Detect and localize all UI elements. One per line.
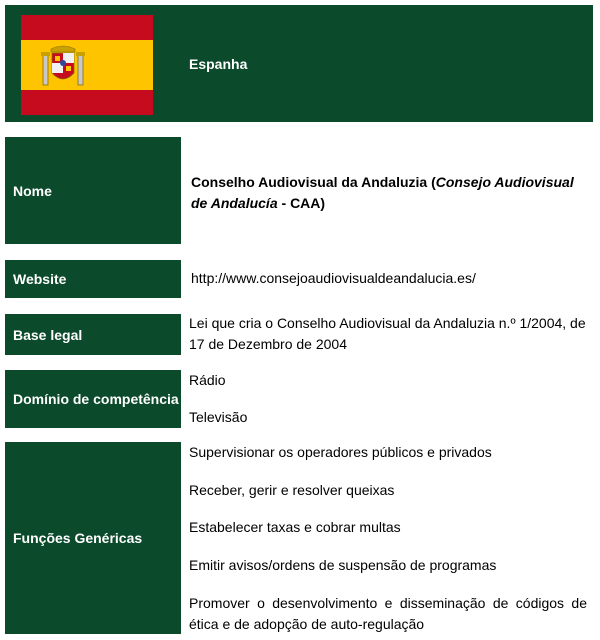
label-dominio-text: Domínio de competência [13, 391, 179, 407]
value-nome-main: Conselho Audiovisual da Andaluzia ( [191, 174, 436, 190]
row-label-nome [5, 137, 181, 244]
row-label-funcoes [5, 442, 181, 634]
funcao-item: Promover o desenvolvimento e disseminação de códigos de ética e de adopção de auto-regulação [189, 595, 587, 632]
label-funcoes-text: Funções Genéricas [13, 530, 143, 546]
row-label-dominio [5, 370, 181, 428]
funcao-item: Emitir avisos/ordens de suspensão de programas [189, 557, 497, 573]
value-nome [191, 172, 583, 214]
value-nome-tail: - CAA) [277, 195, 326, 211]
value-dominio-radio: Rádio [189, 372, 226, 388]
row-label-base-legal [5, 314, 181, 355]
funcao-item: Estabelecer taxas e cobrar multas [189, 519, 401, 535]
value-dominio-televisao: Televisão [189, 409, 248, 425]
spain-flag-icon [21, 15, 153, 115]
value-nome-italic: Consejo Audiovisual de Andalucía [191, 174, 574, 211]
label-website-text: Website [13, 271, 67, 287]
funcao-item: Receber, gerir e resolver queixas [189, 482, 395, 498]
label-nome-text: Nome [13, 182, 52, 199]
funcao-item: Supervisionar os operadores públicos e privados [189, 444, 492, 460]
row-label-website [5, 260, 181, 298]
value-base-legal: Lei que cria o Conselho Audiovisual da Andaluzia n.º 1/2004, de 17 de Dezembro de 2004 [189, 315, 586, 352]
country-name: Espanha [189, 56, 248, 72]
value-website[interactable]: http://www.consejoaudiovisualdeandalucia.es/ [191, 270, 476, 286]
label-base-legal-text: Base legal [13, 326, 83, 343]
